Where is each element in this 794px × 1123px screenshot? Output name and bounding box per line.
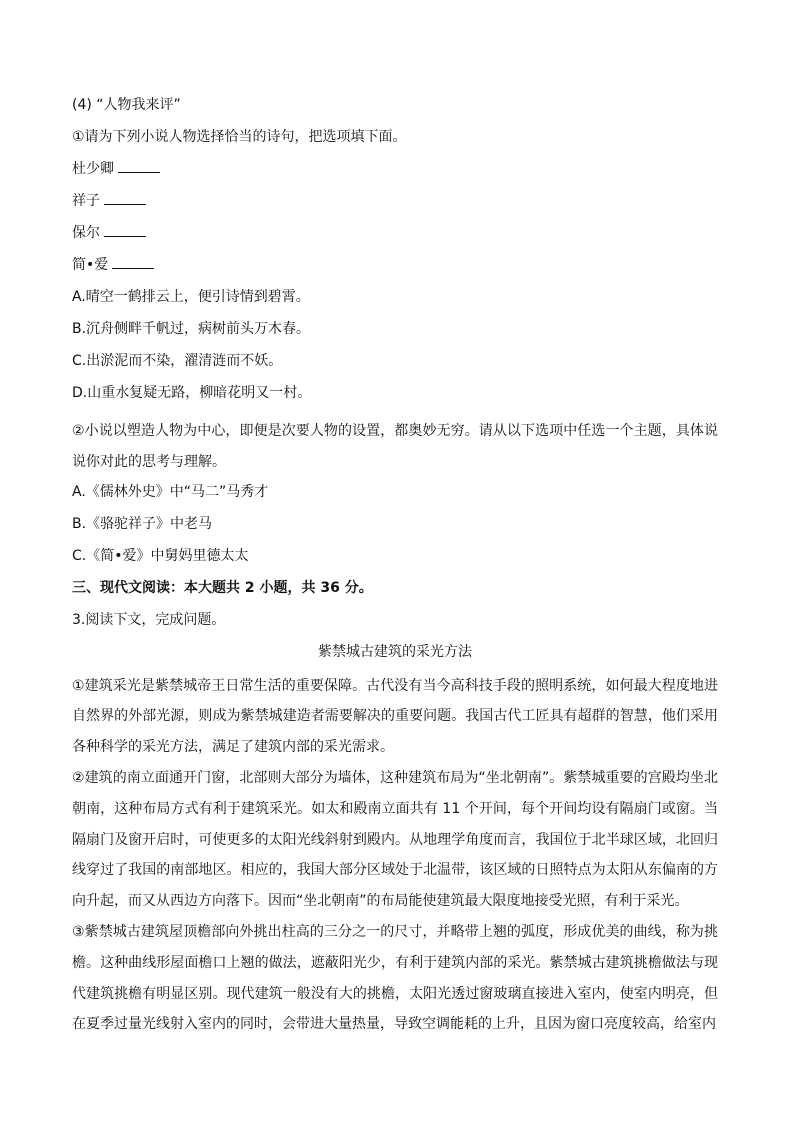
reading-instruction: 3.阅读下文，完成问题。: [72, 611, 226, 628]
poem-option: D.山重水复疑无路，柳暗花明又一村。: [72, 385, 312, 401]
article-paragraph: ③紫禁城古建筑屋顶檐部向外挑出柱高的三分之一的尺寸，并略带上翘的弧度，形成优美的曲线，称为挑檐。这种曲线形屋面檐口上翘的做法，遮蔽阳光少，有利于建筑内部的采光。紫禁城古建筑挑檐做法与现代建筑挑檐有明显区别。现代建筑一般没有大的挑檐，太阳光透过窗玻璃直接进入室内，使室内明亮，但在夏季过量光线射入室内的同时，会带进大量热量，导致空调能耗的上升，且因为窗口亮度较高，给室内: [72, 923, 718, 1033]
character-name: 祥子: [72, 193, 100, 209]
section-heading: 三、现代文阅读：本大题共 2 小题，共 36 分。: [72, 579, 373, 596]
character-item: [72, 224, 718, 242]
question-1: ①请为下列小说人物选择恰当的诗句，把选项填下面。: [72, 129, 407, 145]
character-item: [72, 160, 718, 178]
answer-blank[interactable]: [112, 256, 154, 269]
part4-heading: (4) “人物我来评”: [72, 97, 181, 113]
theme-option: A.《儒林外史》中“马二”马秀才: [72, 483, 269, 500]
question-2: ②小说以塑造人物为中心，即便是次要人物的设置，都奥妙无穷。请从以下选项中任选一个主题，具体说说你对此的思考与理解。: [72, 423, 718, 470]
theme-option: B.《骆驼祥子》中老马: [72, 515, 213, 532]
character-name: 保尔: [72, 225, 100, 241]
poem-option: C.出淤泥而不染，濯清涟而不妖。: [72, 353, 283, 369]
document-page: [72, 96, 718, 1040]
character-item: [72, 256, 718, 274]
theme-option: C.《简•爱》中舅妈里德太太: [72, 547, 249, 564]
character-name: 杜少卿: [72, 161, 114, 177]
character-name: 简•爱: [72, 257, 109, 273]
article-paragraph: ①建筑采光是紫禁城帝王日常生活的重要保障。古代没有当今高科技手段的照明系统，如何最大程度地进自然界的外部光源，则成为紫禁城建造者需要解决的重要问题。我国古代工匠具有超群的智慧，他们采用各种科学的采光方法，满足了建筑内部的采光需求。: [72, 677, 718, 756]
article-title: 紫禁城古建筑的采光方法: [318, 643, 472, 660]
answer-blank[interactable]: [104, 192, 146, 205]
answer-blank[interactable]: [104, 224, 146, 237]
poem-option: B.沉舟侧畔千帆过，病树前头万木春。: [72, 321, 311, 337]
character-item: [72, 192, 718, 210]
poem-option: A.晴空一鹤排云上，便引诗情到碧霄。: [72, 289, 310, 305]
answer-blank[interactable]: [118, 160, 160, 173]
article-paragraph: ②建筑的南立面通开门窗，北部则大部分为墙体，这种建筑布局为“坐北朝南”。紫禁城重要的宫殿均坐北朝南，这种布局方式有利于建筑采光。如太和殿南立面共有 11 个开间，每个开间均设有隔扇门或窗。当隔扇门及窗开启时，可使更多的太阳光线斜射到殿内。从地理学角度而言，我国位于北半球区域，北回归线穿过了我国的南部地区。相应的，我国大部分区域处于北温带，该区域的日照特点为太阳从东偏南的方向升起，而又从西边方向落下。因而“坐北朝南”的布局能使建筑最大限度地接受光照，有利于采光。: [72, 769, 718, 910]
